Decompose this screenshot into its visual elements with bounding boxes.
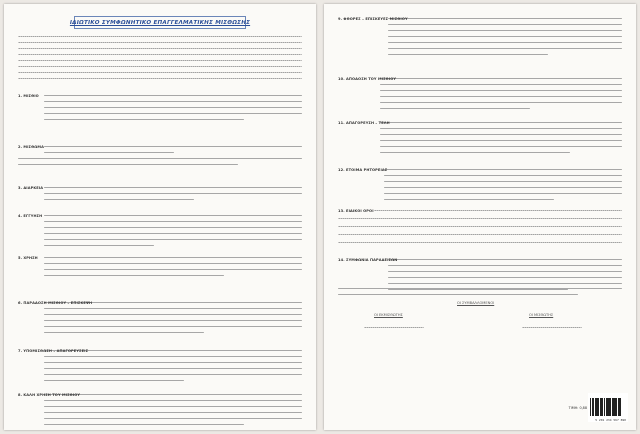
- section-6-title: 6. ΠΑΡΑΔΟΣΗ ΜΙΣΘΙΟΥ – ΕΠΙΣΚΕΨΗ: [18, 301, 93, 305]
- text-line: [44, 308, 302, 309]
- text-line: [374, 210, 622, 211]
- section-3-title: 3. ΔΙΑΡΚΕΙΑ: [18, 186, 44, 190]
- section-5-title: 5. ΧΡΗΣΗ: [18, 256, 38, 260]
- left-page: [4, 4, 316, 430]
- section-1-title: 1. ΜΙΣΘΙΟ: [18, 94, 39, 98]
- text-line: [364, 327, 424, 328]
- text-line: [44, 380, 184, 381]
- text-line: [338, 218, 622, 219]
- text-line: [380, 128, 622, 129]
- text-line: [380, 108, 530, 109]
- section-2-title: 2. ΜΙΣΘΩΜΑ: [18, 145, 44, 149]
- text-line: [388, 36, 622, 37]
- text-line: [44, 332, 204, 333]
- text-line: [44, 239, 302, 240]
- text-line: [44, 326, 302, 327]
- text-line: [338, 226, 622, 227]
- text-line: [44, 187, 302, 188]
- text-line: [522, 327, 582, 328]
- text-line: [44, 275, 224, 276]
- text-line: [44, 368, 302, 369]
- text-line: [44, 356, 302, 357]
- text-line: [44, 113, 302, 114]
- text-line: [338, 294, 578, 295]
- text-line: [380, 102, 622, 103]
- text-line: [44, 424, 244, 425]
- text-line: [384, 169, 622, 170]
- text-line: [384, 187, 622, 188]
- text-line: [44, 107, 302, 108]
- text-line: [18, 42, 302, 43]
- text-line: [18, 164, 238, 165]
- section-7-title: 7. ΥΠΟΜΙΣΘΩΣΗ – ΑΠΑΓΟΡΕΥΣΕΙΣ: [18, 349, 89, 353]
- text-line: [388, 18, 622, 19]
- text-line: [18, 60, 302, 61]
- lessor-signature-label: ΟΙ ΕΚΜΙΣΘΩΤΗΣ: [374, 313, 403, 317]
- text-line: [384, 175, 622, 176]
- text-line: [18, 48, 302, 49]
- text-line: [388, 289, 568, 290]
- section-9-title: 9. ΦΘΟΡΕΣ – ΕΠΙΣΚΕΥΕΣ ΜΙΣΘΙΟΥ: [338, 17, 408, 21]
- right-page: [324, 4, 636, 430]
- text-line: [18, 66, 302, 67]
- text-line: [380, 84, 622, 85]
- text-line: [44, 101, 302, 102]
- text-line: [338, 242, 622, 243]
- text-line: [388, 42, 622, 43]
- text-line: [388, 283, 622, 284]
- text-line: [44, 119, 244, 120]
- text-line: [388, 259, 622, 260]
- text-line: [44, 215, 302, 216]
- text-line: [18, 158, 302, 159]
- text-line: [44, 269, 302, 270]
- text-line: [44, 152, 174, 153]
- text-line: [388, 30, 622, 31]
- text-line: [44, 146, 302, 147]
- text-line: [44, 221, 302, 222]
- text-line: [44, 314, 302, 315]
- text-line: [388, 265, 622, 266]
- text-line: [44, 193, 302, 194]
- text-line: [384, 193, 622, 194]
- text-line: [380, 90, 622, 91]
- text-line: [44, 199, 194, 200]
- barcode-number: 5 201 234 567 890: [595, 418, 626, 422]
- text-line: [44, 400, 302, 401]
- text-line: [388, 48, 622, 49]
- text-line: [44, 362, 302, 363]
- text-line: [44, 227, 302, 228]
- lessee-signature-label: ΟΙ ΜΙΣΘΩΤΗΣ: [529, 313, 554, 317]
- text-line: [380, 122, 622, 123]
- text-line: [384, 199, 554, 200]
- text-line: [18, 54, 302, 55]
- text-line: [388, 24, 622, 25]
- text-line: [44, 394, 302, 395]
- text-line: [44, 245, 154, 246]
- text-line: [388, 277, 622, 278]
- text-line: [18, 78, 302, 79]
- text-line: [380, 152, 570, 153]
- section-14-title: 14. ΣΥΜΦΩΝΙΑ ΠΑΡΑΔΕΙΣΩΝ: [338, 258, 398, 262]
- section-10-title: 10. ΑΠΟΔΟΣΗ ΤΟΥ ΜΙΣΘΙΟΥ: [338, 77, 397, 81]
- parties-signature-label: ΟΙ ΣΥΜΒΑΛΛΟΜΕΝΟΙ: [457, 301, 495, 305]
- text-line: [380, 146, 622, 147]
- text-line: [44, 412, 302, 413]
- text-line: [380, 78, 622, 79]
- text-line: [380, 134, 622, 135]
- price-label: ΤΙΜΗ: 0,88: [568, 406, 587, 410]
- section-13-title: 13. ΕΙΔΙΚΟΙ ΟΡΟΙ: [338, 209, 374, 213]
- text-line: [388, 54, 548, 55]
- text-line: [44, 374, 302, 375]
- section-11-title: 11. ΑΠΑΓΟΡΕΥΣΗ – ΤΕΛΗ: [338, 121, 390, 125]
- text-line: [18, 36, 302, 37]
- text-line: [44, 257, 302, 258]
- section-12-title: 12. ΕΤΟΙΜΑ ΡΗΤΟΡΕΙΑΣ: [338, 168, 388, 172]
- text-line: [44, 263, 302, 264]
- text-line: [380, 140, 622, 141]
- text-line: [388, 271, 622, 272]
- text-line: [44, 233, 302, 234]
- text-line: [18, 72, 302, 73]
- text-line: [338, 234, 622, 235]
- text-line: [44, 418, 302, 419]
- text-line: [384, 181, 622, 182]
- text-line: [44, 320, 302, 321]
- text-line: [44, 406, 302, 407]
- text-line: [44, 95, 302, 96]
- section-4-title: 4. ΕΓΓΥΗΣΗ: [18, 214, 43, 218]
- document-title: ΙΔΙΩΤΙΚΟ ΣΥΜΦΩΝΗΤΙΚΟ ΕΠΑΓΓΕΛΜΑΤΙΚΗΣ ΜΙΣΘΩΣΗΣ: [74, 16, 246, 29]
- text-line: [380, 96, 622, 97]
- section-8-title: 8. ΚΑΛΗ ΧΡΗΣΗ ΤΟΥ ΜΙΣΘΙΟΥ: [18, 393, 81, 397]
